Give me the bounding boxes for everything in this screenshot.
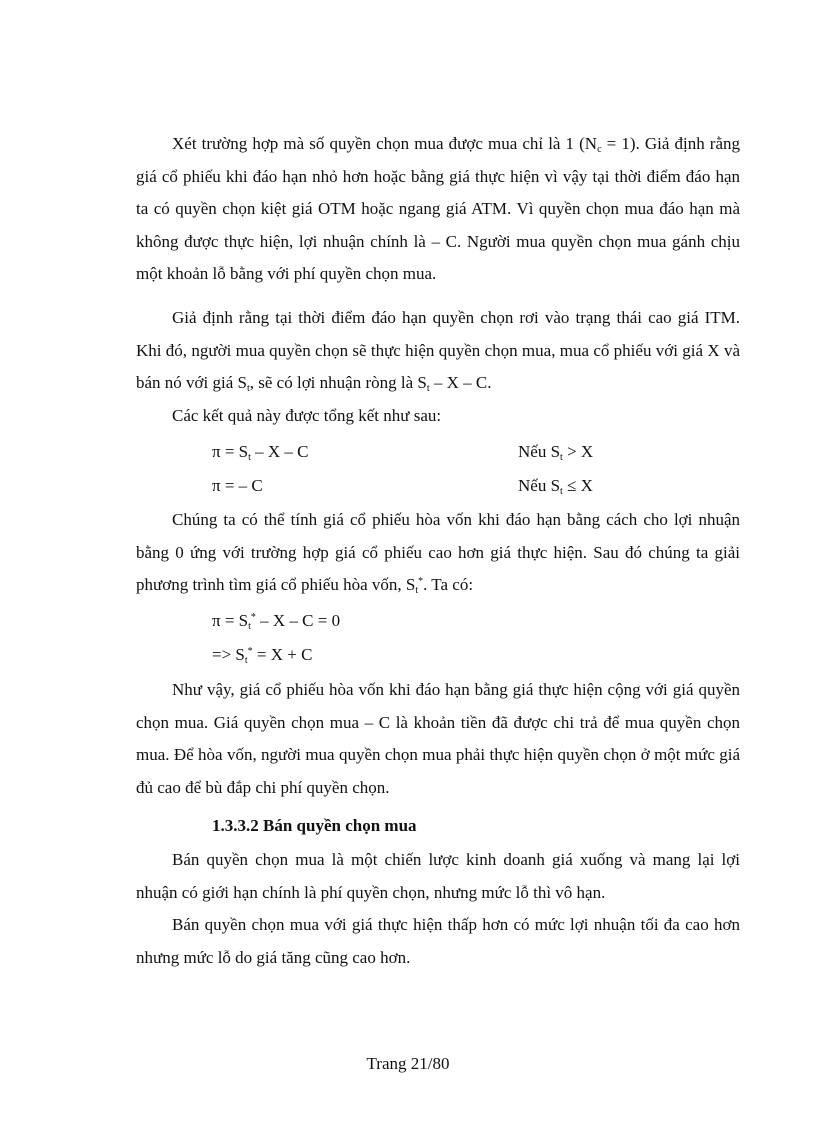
text: = X + C xyxy=(252,645,313,664)
text: . Ta có: xyxy=(423,575,474,594)
paragraph-breakeven-explanation: Như vậy, giá cổ phiếu hòa vốn khi đáo hạn bằng giá thực hiện cộng với giá quyền chọn mua. Giá quyền chọn mua – C là khoản tiền đã được chi trả để mua quyền chọn mua. Để hòa vốn, người mua quyền chọn mua phải thực hiện quyền chọn ở một mức giá đủ cao để bù đắp chi phí quyền chọn. xyxy=(136,680,740,797)
subscript: t xyxy=(244,655,248,666)
paragraph-sell-call-strike: Bán quyền chọn mua với giá thực hiện thấp hơn có mức lợi nhuận tối đa cao hơn nhưng mức lỗ do giá tăng cũng cao hơn. xyxy=(136,915,740,967)
condition-otm xyxy=(518,476,593,496)
paragraph-call-buyer-itm xyxy=(136,302,740,400)
subscript: t xyxy=(248,452,251,463)
subscript: t xyxy=(415,585,419,596)
subscript: t xyxy=(560,452,563,463)
paragraph-summary-intro: Các kết quả này được tổng kết như sau: xyxy=(172,406,442,425)
text: Chúng ta có thể tính giá cổ phiếu hòa vốn khi đáo hạn bằng cách cho lợi nhuận bằng 0 ứng với trường hợp giá cổ phiếu cao hơn giá thực hiện. Sau đó chúng ta giải phương trình tìm giá cổ phiếu hòa vốn, S xyxy=(136,510,740,594)
paragraph-call-buyer-otm xyxy=(136,128,740,291)
text: – X – C xyxy=(250,442,309,461)
superscript: * xyxy=(418,576,424,587)
superscript: * xyxy=(250,612,256,623)
subscript: t xyxy=(560,486,563,497)
text: – X – C = 0 xyxy=(255,611,341,630)
text: Giả định rằng tại thời điểm đáo hạn quyền chọn rơi vào trạng thái cao giá ITM. Khi đó, người mua quyền chọn sẽ thực hiện quyền chọn mua, mua cổ phiếu với giá X và bán nó với giá S xyxy=(136,308,740,392)
text: π = S xyxy=(212,611,249,630)
subscript: t xyxy=(248,621,251,632)
text: – X – C. xyxy=(429,373,492,392)
text: π = S xyxy=(212,442,249,461)
subscript: t xyxy=(246,383,250,394)
equation-profit-itm xyxy=(212,442,309,462)
text: = 1). Giả định rằng giá cổ phiếu khi đáo hạn nhỏ hơn hoặc bằng giá thực hiện vì vậy tại thời điểm đáo hạn ta có quyền chọn kiệt giá OTM hoặc ngang giá ATM. Vì quyền chọn mua đáo hạn mà không được thực hiện, lợi nhuận chính là – C. Người mua quyền chọn mua gánh chịu một khoản lỗ bằng với phí quyền chọn mua. xyxy=(136,134,740,283)
paragraph-breakeven xyxy=(136,504,740,602)
equation-breakeven xyxy=(212,611,340,631)
equation-breakeven-result xyxy=(212,645,312,665)
page-number: Trang 21/80 xyxy=(366,1054,450,1073)
text: Nếu S xyxy=(518,476,561,495)
subscript: c xyxy=(597,144,602,155)
superscript: * xyxy=(247,646,253,657)
text: > X xyxy=(562,442,594,461)
equation-profit-otm: π = – C xyxy=(212,476,263,495)
text: , sẽ có lợi nhuận ròng là S xyxy=(249,373,427,392)
text: => S xyxy=(212,645,245,664)
subscript: t xyxy=(426,383,430,394)
text: ≤ X xyxy=(562,476,593,495)
condition-itm xyxy=(518,442,593,462)
section-heading: 1.3.3.2 Bán quyền chọn mua xyxy=(212,816,417,835)
text: Xét trường hợp mà số quyền chọn mua được mua chỉ là 1 (N xyxy=(172,134,598,153)
text: Nếu S xyxy=(518,442,561,461)
paragraph-sell-call: Bán quyền chọn mua là một chiến lược kinh doanh giá xuống và mang lại lợi nhuận có giới hạn chính là phí quyền chọn, nhưng mức lỗ thì vô hạn. xyxy=(136,850,740,902)
